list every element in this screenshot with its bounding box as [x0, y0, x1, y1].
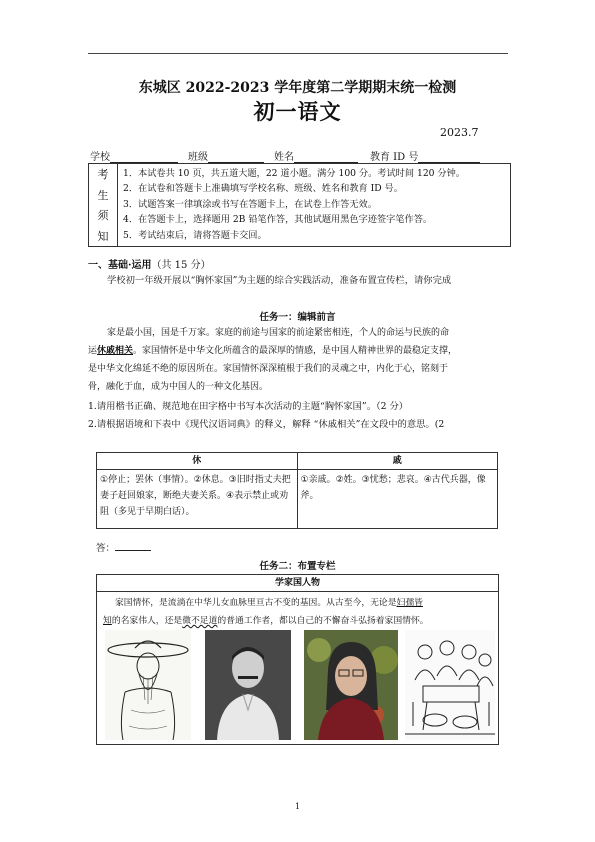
name-blank[interactable] — [294, 151, 358, 163]
sketch-workers-group — [405, 630, 495, 740]
exam-title: 东城区 2022-2023 学年度第二学期期末统一检测 — [138, 80, 457, 96]
school-label: 学校 — [90, 152, 110, 163]
school-blank[interactable] — [110, 151, 178, 163]
class-label: 班级 — [188, 152, 208, 163]
idiom-underlined: 休戚相关 — [97, 346, 134, 356]
notice-item: 5．考试结束后，请将答题卡交回。 — [123, 229, 267, 241]
subject-title: 初一语文 — [253, 99, 342, 124]
dict-def-xiu: ①停止；罢休（事情）。②休息。③旧时指丈夫把妻子赶回娘家，断绝夫妻关系。④表示禁止或劝阻（多见于早期白话）。 — [97, 470, 298, 529]
answer-line: 答： — [96, 540, 151, 554]
feature-text-line: 家国情怀，是流淌在中华儿女血脉里亘古不变的基因。从古至今，无论是妇孺皆 — [115, 598, 423, 608]
answer-blank[interactable] — [115, 541, 151, 551]
dict-def-qi: ①亲戚。②姓。③忧愁；悲哀。④古代兵器，像斧。 — [297, 470, 498, 529]
question-1: 1.请用楷书正确、规范地在田字格中书写本次活动的主题“胸怀家国”。（2 分） — [88, 401, 409, 412]
dict-header-qi: 戚 — [297, 453, 498, 470]
header-rule — [88, 53, 508, 54]
dictionary-table — [96, 452, 498, 529]
class-blank[interactable] — [208, 151, 264, 163]
portrait-photo-writer — [205, 630, 291, 740]
task1-para-line: 骨，融化于血，成为中国人的一种文化基因。 — [88, 382, 269, 392]
question-2: 2.请根据语境和下表中《现代汉语词典》的释义，解释 “休戚相关”在文段中的意思。(2 — [88, 419, 445, 430]
feature-box-title: 学家国人物 — [97, 575, 498, 592]
task1-para-line: 家是最小国，国是千万家。家庭的前途与国家的前途紧密相连，个人的命运与民族的命 — [107, 328, 450, 338]
portrait-photo-teacher — [304, 630, 398, 740]
portrait-sketch-scholar — [105, 630, 191, 740]
task2-title: 任务二：布置专栏 — [259, 561, 336, 572]
feature-text-line: 知的名家伟人，还是微不足道的普通工作者，都以自己的不懈奋斗弘扬着家国情怀。 — [103, 616, 429, 626]
dict-header-xiu: 休 — [97, 453, 298, 470]
notice-item: 1．本试卷共 10 页，共五道大题，22 道小题。满分 100 分。考试时间 120 分钟。 — [123, 168, 465, 179]
notice-item: 2．在试卷和答题卡上准确填写学校名称、班级、姓名和教育 ID 号。 — [123, 183, 403, 195]
student-info-fields — [90, 148, 510, 163]
name-label: 姓名 — [274, 152, 294, 163]
page-number: 1 — [294, 802, 301, 811]
exam-date: 2023.7 — [440, 126, 479, 139]
section-heading: 一、基础·运用（共 15 分） — [88, 260, 211, 271]
notice-item: 3．试题答案一律填涂或书写在答题卡上，在试卷上作答无效。 — [123, 198, 377, 210]
task1-para-line: 运休戚相关。家国情怀是中华文化所蕴含的最深厚的情感，是中国人精神世界的最稳定支撑， — [88, 346, 458, 356]
section-intro: 学校初一年级开展以“胸怀家国”为主题的综合实践活动，准备布置宣传栏，请你完成 — [107, 275, 452, 286]
id-blank[interactable] — [418, 151, 480, 163]
notice-heading: 考 生 须 知 — [89, 164, 118, 246]
exam-notice-box — [88, 163, 511, 247]
id-label: 教育 ID 号 — [370, 152, 419, 163]
feature-box — [96, 574, 499, 745]
notice-list — [117, 166, 465, 243]
task1-title: 任务一：编辑前言 — [259, 312, 336, 323]
notice-item: 4．在答题卡上，选择题用 2B 铅笔作答，其他试题用黑色字迹签字笔作答。 — [123, 214, 433, 226]
task1-para-line: 是中华文化绵延不绝的原因所在。家国情怀深深植根于我们的灵魂之中，内化于心，铭刻于 — [88, 364, 449, 374]
